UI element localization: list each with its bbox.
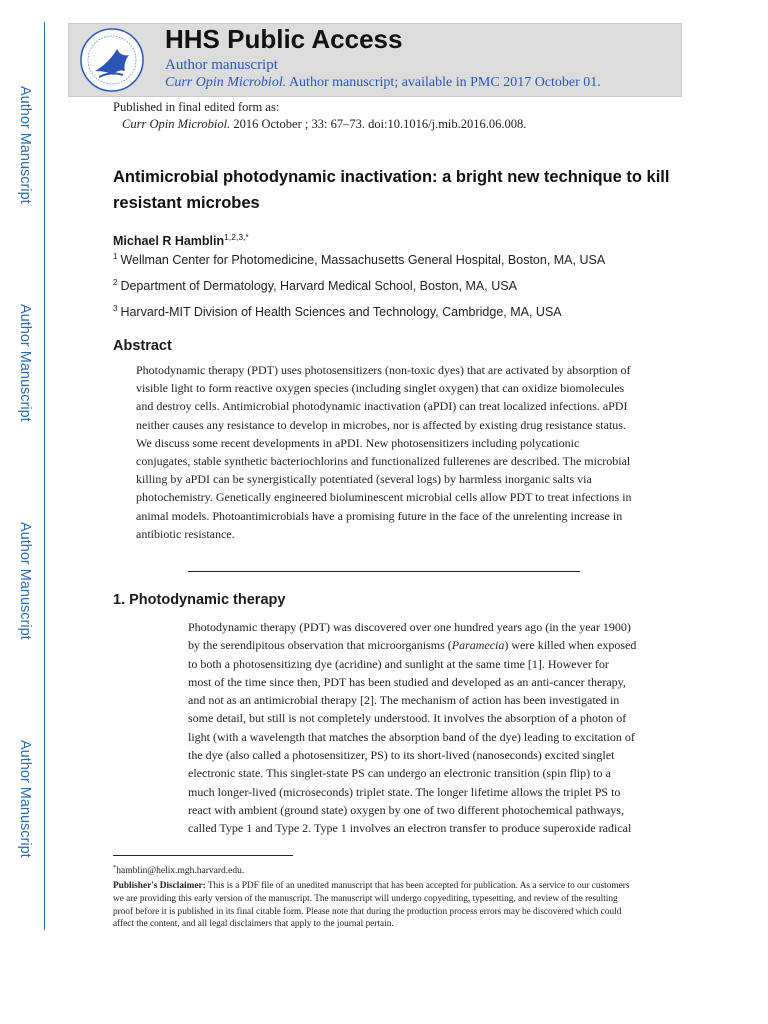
publisher-disclaimer: Publisher's Disclaimer: This is a PDF file of an unedited manuscript that has been accepted for publication. As a service to our customers we are providing this early version of the manuscript. The manuscript will undergo copyediting, typesetting, and review of the resulting proof before it is published in its final citable form. Please note that during the production process errors may be discovered which could affect the content, and all legal disclaimers that apply to the journal pertain. <box>113 881 630 930</box>
author-name: Michael R Hamblin$^{1,2,3,*}$ <box>113 232 249 249</box>
body-line: some detail, but still is not completely understood. It involves the absorption of a photon of <box>188 711 627 726</box>
affiliation-3: $^3$ Harvard-MIT Division of Health Sciences and Technology, Cambridge, MA, USA <box>113 304 562 320</box>
body-line: Photodynamic therapy (PDT) was discovered over one hundred years ago (in the year 1900) <box>188 620 631 634</box>
hhs-availability: Curr Opin Microbiol. Author manuscript; available in PMC 2017 October 01. <box>165 75 601 90</box>
abstract-heading: Abstract <box>113 338 172 354</box>
paper-title: Antimicrobial photodynamic inactivation: a bright new technique to kill resistant microbes <box>113 168 670 212</box>
body-line: react with ambient (ground state) oxygen by one of two different photochemical pathways, <box>188 802 624 817</box>
hhs-subtitle: Author manuscript <box>165 57 278 73</box>
italic-term: Paramecia <box>451 638 505 653</box>
body-line: light (with a wavelength that matches the absorption band of the dye) leading to excitation of <box>188 729 635 744</box>
affiliation-2: $^2$ Department of Dermatology, Harvard Medical School, Boston, MA, USA <box>113 278 517 294</box>
abstract-text: Photodynamic therapy (PDT) uses photosensitizers (non-toxic dyes) that are activated by absorption of visible light to form reactive oxygen species (including singlet oxygen) that can oxidize biomolecules and destroy cells. Antimicrobial photodynamic inactivation (aPDI) can treat localized infections. aPDI neither causes any resistance to develop in microbes, nor is affected by existing drug resistance status. We discuss some recent developments in aPDI. New photosensitizers including polycationic conjugates, stable synthetic bacteriochlorins and functionalized fullerenes are described. The microbial killing by aPDI can be synergistically potentiated (several logs) by harmless inorganic salts via photochemistry. Genetically engineered bioluminescent microbial cells allow PDT to treat infections in animal models. Photoantimicrobials have a promising future in the face of the unrelenting increase in antibiotic resistance. <box>136 363 632 541</box>
section-heading: 1. Photodynamic therapy <box>113 592 286 608</box>
side-rule <box>44 22 45 930</box>
hhs-seal-icon <box>79 27 145 93</box>
body-line: by the serendipitous observation that microorganisms (Paramecia) were killed when exposed <box>188 638 637 653</box>
body-line: much longer-lived (microseconds) triplet state. The longer lifetime allows the triplet PS to <box>188 784 621 799</box>
affiliation-1: $^1$ Wellman Center for Photomedicine, Massachusetts General Hospital, Boston, MA, USA <box>113 252 606 268</box>
body-line: electronic state. This singlet-state PS can undergo an electronic transition (spin flip) to a <box>188 766 611 781</box>
section-body <box>188 618 660 838</box>
footnote-rule <box>113 855 293 856</box>
body-line: and not as an antimicrobial therapy [2]. The mechanism of action has been investigated in <box>188 693 620 708</box>
body-line: most of the time since then, PDT has been studied and developed as an anti-cancer therapy, <box>188 674 626 689</box>
body-line: called Type 1 and Type 2. Type 1 involves an electron transfer to produce superoxide radical <box>188 821 632 836</box>
hhs-title: HHS Public Access <box>165 24 403 54</box>
published-label: Published in final edited form as: <box>113 100 280 114</box>
body-line: the dye (also called a photosensitizer, PS) to its short-lived (nanoseconds) excited singlet <box>188 748 615 763</box>
published-citation: Curr Opin Microbiol. 2016 October ; 33: 67–73. doi:10.1016/j.mib.2016.06.008. <box>122 117 527 131</box>
footnote-email: *hamblin@helix.mgh.harvard.edu. <box>113 864 245 877</box>
body-line: to both a photosensitizing dye (acridine) and sunlight at the same time [1]. However for <box>188 656 609 671</box>
section-divider <box>188 571 580 572</box>
